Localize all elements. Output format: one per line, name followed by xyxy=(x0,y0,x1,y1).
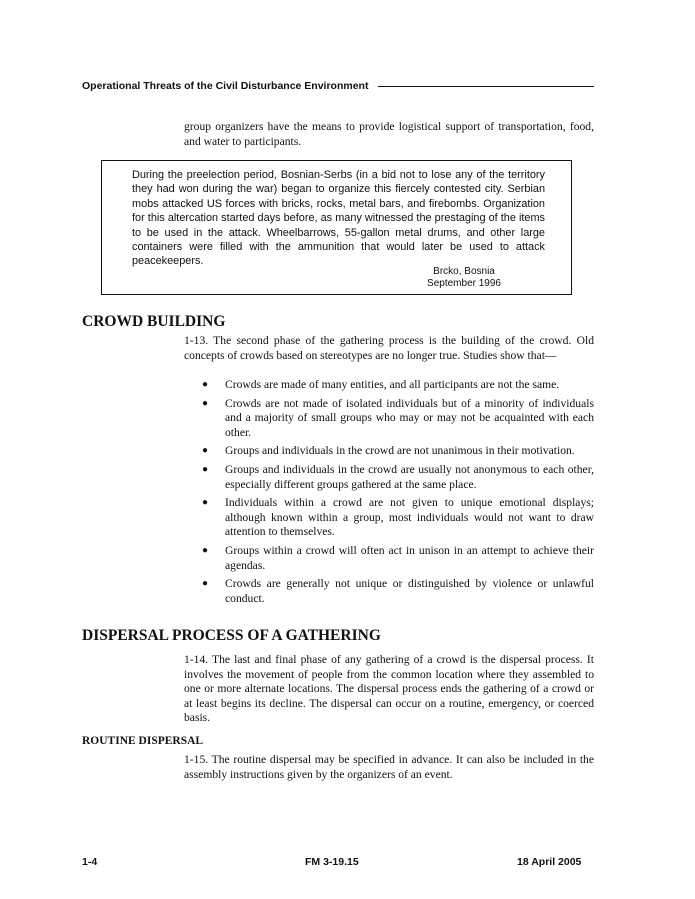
bullet-icon: ● xyxy=(202,497,209,509)
list-item xyxy=(201,463,594,492)
heading-dispersal-process: DISPERSAL PROCESS OF A GATHERING xyxy=(82,627,381,644)
callout-source-place: Brcko, Bosnia xyxy=(433,266,495,277)
bullet-icon: ● xyxy=(202,463,209,475)
heading-crowd-building: CROWD BUILDING xyxy=(82,313,226,330)
paragraph-1-13: 1-13. The second phase of the gathering process is the building of the crowd. Old concepts of crowds based on stereotypes are no longer true. Studies show that— xyxy=(184,334,594,362)
list-item-text: Crowds are not made of isolated individuals but of a minority of individuals and a majority of small groups who may or may not be acquainted with each other. xyxy=(225,396,594,439)
callout-source xyxy=(427,266,501,290)
callout-text: During the preelection period, Bosnian-Serbs (in a bid not to lose any of the territory they had won during the war) began to organize this fiercely contested city. Serbian mobs attacked US forces with bricks, rocks, metal bars, and firebombs. Organization for this altercation started days before, as many witnessed the prestaging of the items to be used in the attack. Wheelbarrows, 55-gallon metal drums, and other large containers were filled with the ammunition that would later be used to attack peacekeepers. xyxy=(132,169,545,268)
list-item-text: Crowds are generally not unique or distinguished by violence or unlawful conduct. xyxy=(225,577,594,605)
list-item xyxy=(201,397,594,441)
running-header xyxy=(82,78,594,94)
header-rule xyxy=(378,86,594,87)
bullet-icon: ● xyxy=(202,544,209,556)
list-item xyxy=(201,544,594,573)
list-item-text: Individuals within a crowd are not given to unique emotional displays; although known within a group, most individuals would not want to draw attention to themselves. xyxy=(225,496,594,539)
footer-date: 18 April 2005 xyxy=(517,856,582,868)
list-item xyxy=(201,577,594,606)
callout-source-date: September 1996 xyxy=(427,278,501,289)
list-item-text: Crowds are made of many entities, and all participants are not the same. xyxy=(225,378,560,391)
footer-page-number: 1-4 xyxy=(82,856,98,868)
heading-routine-dispersal: ROUTINE DISPERSAL xyxy=(82,735,204,747)
bullet-icon: ● xyxy=(202,445,209,457)
list-item-text: Groups within a crowd will often act in unison in an attempt to achieve their agendas. xyxy=(225,543,594,572)
list-item-text: Groups and individuals in the crowd are not unanimous in their motivation. xyxy=(225,444,575,458)
bullet-icon: ● xyxy=(202,379,209,390)
paragraph-1-15: 1-15. The routine dispersal may be specified in advance. It can also be included in the assembly instructions given by the organizers of an event. xyxy=(184,753,594,781)
crowd-facts-list xyxy=(201,378,594,610)
bullet-icon: ● xyxy=(202,397,209,409)
bullet-icon: ● xyxy=(202,578,209,590)
list-item xyxy=(201,378,594,393)
list-item xyxy=(201,496,594,540)
footer-manual-number: FM 3-19.15 xyxy=(305,856,359,868)
intro-paragraph: group organizers have the means to provide logistical support of transportation, food, and water to participants. xyxy=(184,120,594,148)
paragraph-1-14: 1-14. The last and final phase of any gathering of a crowd is the dispersal process. It involves the movement of people from the common location where they assembled to one or more alternate locations. The dispersal process ends the gathering of a crowd or at least begins its decline. The dispersal can occur on a routine, emergency, or coerced basis. xyxy=(184,653,594,725)
list-item xyxy=(201,444,594,459)
callout-box xyxy=(101,160,572,295)
list-item-text: Groups and individuals in the crowd are usually not anonymous to each other, especially different groups gathered at the same place. xyxy=(225,462,594,491)
header-title: Operational Threats of the Civil Disturbance Environment xyxy=(82,80,369,92)
